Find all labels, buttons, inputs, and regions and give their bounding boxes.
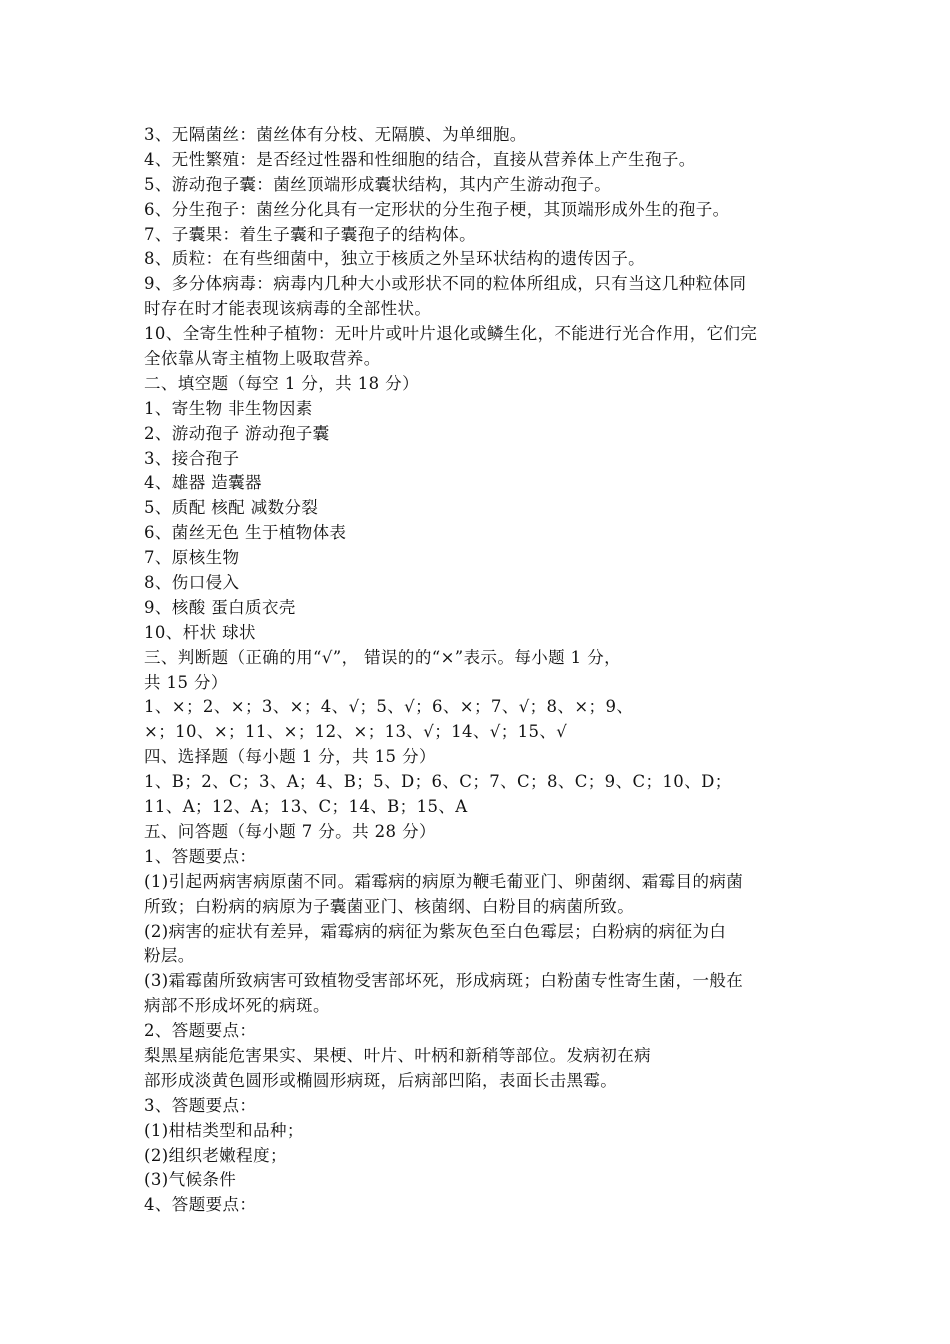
section-heading: 三、判断题（正确的用“√”， 错误的的“×”表示。每小题 1 分，: [144, 647, 622, 667]
text-line: 2、游动孢子 游动孢子囊: [144, 423, 330, 443]
text-line: 病部不形成坏死的病斑。: [144, 996, 330, 1016]
section-heading: 五、问答题（每小题 7 分。共 28 分）: [144, 821, 436, 841]
text-line: 6、菌丝无色 生于植物体表: [144, 523, 347, 543]
text-line: 2、答题要点：: [144, 1021, 257, 1041]
text-line: 1、答题要点：: [144, 846, 257, 866]
text-line: 3、答题要点：: [144, 1095, 257, 1115]
text-line: 梨黑星病能危害果实、果梗、叶片、叶柄和新稍等部位。发病初在病: [144, 1045, 651, 1065]
text-line: 11、A；12、A；13、C；14、B；15、A: [144, 797, 468, 817]
text-line: 4、答题要点：: [144, 1195, 257, 1215]
text-line: 6、分生孢子：菌丝分化具有一定形状的分生孢子梗，其顶端形成外生的孢子。: [144, 199, 730, 219]
text-line: 10、杆状 球状: [144, 622, 256, 642]
text-line: 8、伤口侵入: [144, 573, 240, 593]
text-line: 5、质配 核配 减数分裂: [144, 498, 319, 518]
text-line: 4、雄器 造囊器: [144, 473, 262, 493]
text-line: 3、接合孢子: [144, 448, 240, 468]
text-line: 部形成淡黄色圆形或椭圆形病斑，后病部凹陷，表面长击黑霉。: [144, 1070, 618, 1090]
text-line: (3)气候条件: [144, 1170, 237, 1190]
section-heading: 二、填空题（每空 1 分，共 18 分）: [144, 373, 419, 393]
section-heading: 四、选择题（每小题 1 分，共 15 分）: [144, 747, 436, 767]
text-line: 1、寄生物 非生物因素: [144, 398, 313, 418]
text-line: (1)引起两病害病原菌不同。霜霉病的病原为鞭毛葡亚门、卵菌纲、霜霉目的病菌: [144, 871, 744, 891]
text-line: ×；10、×；11、×；12、×；13、√；14、√；15、√: [144, 722, 568, 742]
text-line: (3)霜霉菌所致病害可致植物受害部坏死，形成病斑；白粉菌专性寄生菌，一般在: [144, 971, 744, 991]
text-line: 7、原核生物: [144, 548, 240, 568]
document-body: [144, 123, 814, 1218]
text-line: 粉层。: [144, 946, 195, 966]
text-line: 5、游动孢子囊：菌丝顶端形成囊状结构，其内产生游动孢子。: [144, 174, 612, 194]
text-line: 1、B；2、C；3、A；4、B；5、D；6、C；7、C；8、C；9、C；10、D；: [144, 772, 732, 792]
text-line: 4、无性繁殖：是否经过性器和性细胞的结合，直接从营养体上产生孢子。: [144, 149, 696, 169]
text-line: 时存在时才能表现该病毒的全部性状。: [144, 299, 432, 319]
text-line: 9、多分体病毒：病毒内几种大小或形状不同的粒体所组成，只有当这几种粒体同: [144, 274, 747, 294]
text-line: 7、子囊果：着生子囊和子囊孢子的结构体。: [144, 224, 476, 244]
text-line: (1)柑桔类型和品种；: [144, 1120, 304, 1140]
text-line: (2)组织老嫩程度；: [144, 1145, 287, 1165]
text-line: 全依靠从寄主植物上吸取营养。: [144, 349, 381, 369]
text-line: 8、质粒：在有些细菌中，独立于核质之外呈环状结构的遗传因子。: [144, 249, 645, 269]
text-line: 1、×；2、×；3、×；4、√；5、√；6、×；7、√；8、×；9、: [144, 697, 634, 717]
text-line: 所致；白粉病的病原为子囊菌亚门、核菌纲、白粉目的病菌所致。: [144, 896, 635, 916]
text-line: 9、核酸 蛋白质衣壳: [144, 597, 296, 617]
text-line: 10、全寄生性种子植物：无叶片或叶片退化或鳞生化，不能进行光合作用，它们完: [144, 324, 758, 344]
text-line: (2)病害的症状有差异，霜霉病的病征为紫灰色至白色霉层；白粉病的病征为白: [144, 921, 727, 941]
section-heading: 共 15 分）: [144, 672, 228, 692]
text-line: 3、无隔菌丝：菌丝体有分枝、无隔膜、为单细胞。: [144, 125, 527, 144]
